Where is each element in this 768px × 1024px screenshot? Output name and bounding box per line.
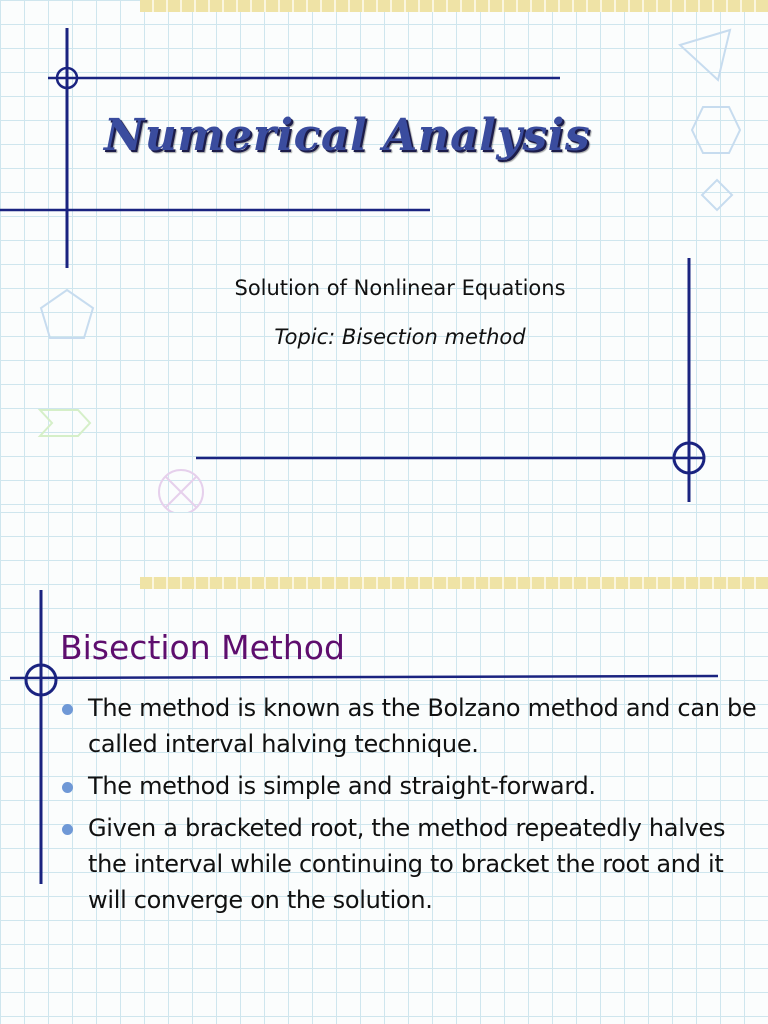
- bullet-list: [60, 690, 760, 924]
- triangle-outline-icon: [680, 30, 730, 80]
- bullet-dot-icon: [62, 782, 73, 793]
- bullet-dot-icon: [62, 704, 73, 715]
- bullet-dot-icon: [62, 824, 73, 835]
- title-underline-rule: [10, 676, 718, 678]
- bullet-text: The method is simple and straight-forward.: [88, 772, 596, 800]
- bullet-item: [60, 810, 760, 918]
- bullet-text: The method is known as the Bolzano method and can be called interval halving technique.: [88, 694, 757, 758]
- content-slide-title: Bisection Method: [60, 628, 345, 667]
- octagon-outline-icon: [692, 107, 740, 153]
- diamond-outline-icon: [702, 180, 732, 210]
- bullet-item: [60, 768, 760, 804]
- chevron-outline-icon: [40, 410, 90, 436]
- slide-subtitle: Solution of Nonlinear Equations: [234, 276, 566, 300]
- bullet-text: Given a bracketed root, the method repeatedly halves the interval while continuing to bracket the root and it will converge on the solution.: [88, 814, 726, 914]
- bullet-item: [60, 690, 760, 762]
- slide-title: Numerical Analysis: [104, 110, 591, 161]
- slide-topic: Topic: Bisection method: [274, 325, 526, 349]
